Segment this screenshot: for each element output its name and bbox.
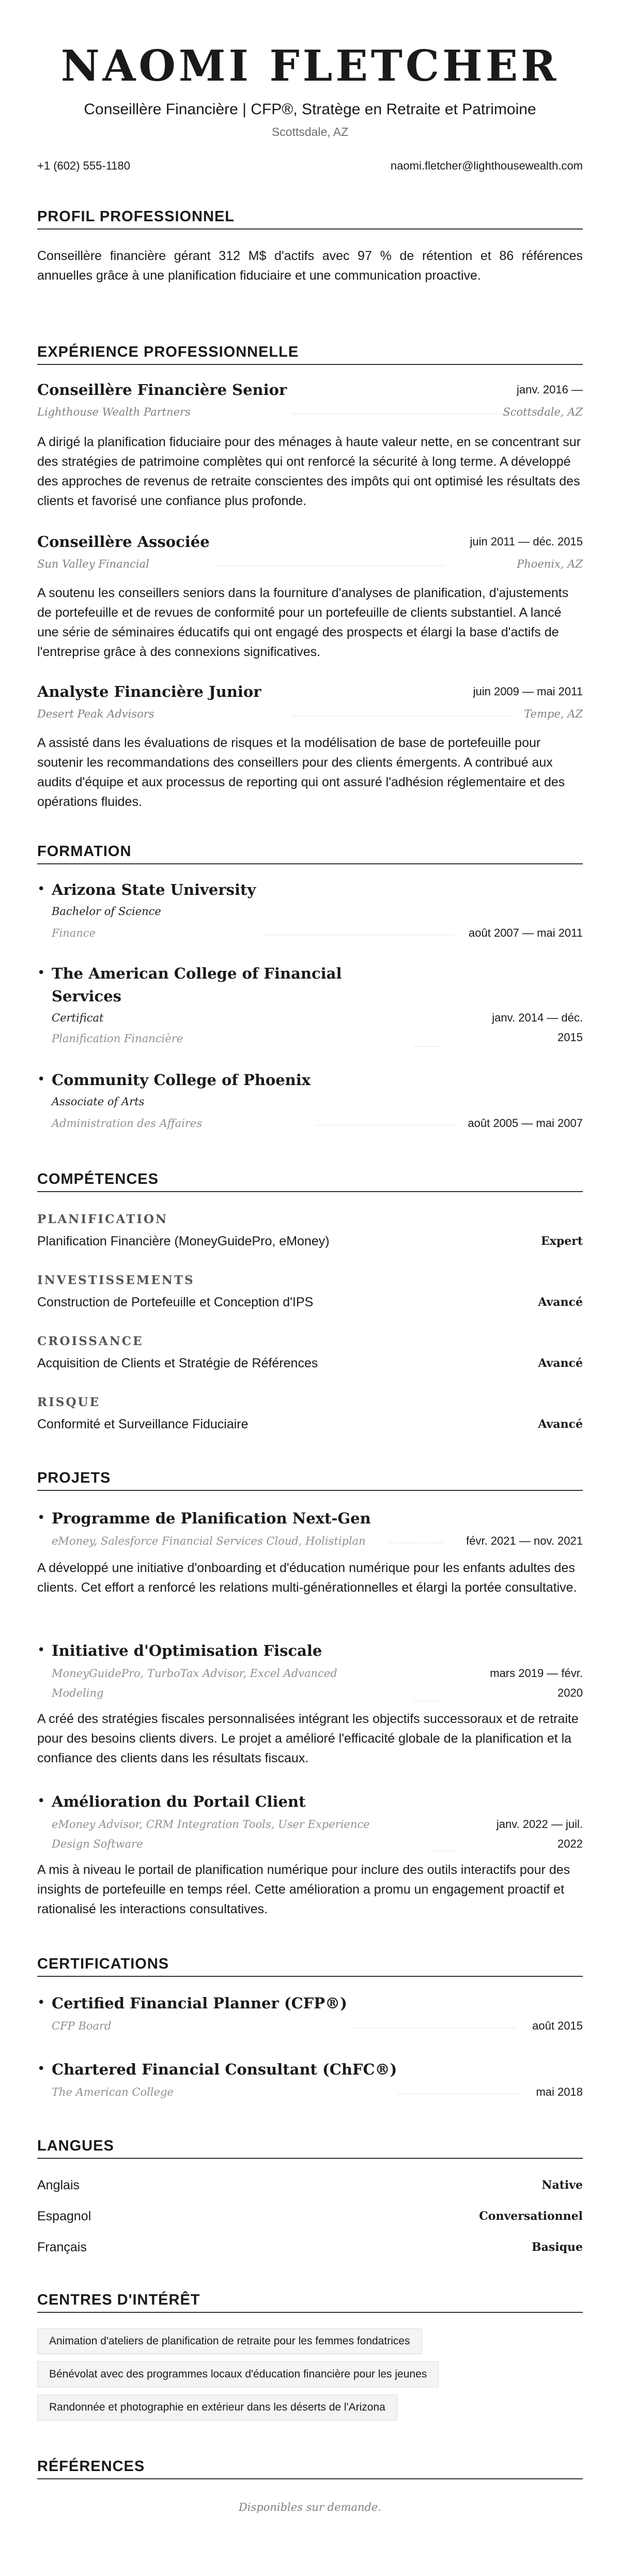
education-date: août 2007 — mai 2011	[469, 926, 583, 939]
skill-name: Conformité et Surveillance Fiduciaire	[37, 1417, 249, 1431]
skill-level: Avancé	[538, 1295, 583, 1309]
interest-tag: Randonnée et photographie en extérieur dans les déserts de l'Arizona	[37, 2395, 397, 2420]
bullet: •	[37, 1510, 45, 1526]
section-title-education: FORMATION	[37, 843, 583, 864]
skill-level: Expert	[540, 1234, 583, 1248]
project-tools: eMoney, Salesforce Financial Services Cloud, Holistiplan	[52, 1535, 366, 1547]
skill-category: PLANIFICATION	[37, 1212, 168, 1226]
job-company: Lighthouse Wealth Partners	[37, 406, 191, 418]
project-tools-line2: Design Software	[52, 1838, 143, 1850]
references-note: Disponibles sur demande.	[238, 2501, 382, 2513]
project-date-line2: 2022	[557, 1837, 583, 1850]
skill-name: Planification Financière (MoneyGuidePro, eMoney)	[37, 1234, 330, 1248]
school-name: Community College of Phoenix	[52, 1071, 311, 1089]
dotted-leader	[414, 1046, 440, 1047]
degree: Bachelor of Science	[52, 905, 161, 918]
project-date: févr. 2021 — nov. 2021	[466, 1534, 583, 1547]
job-location: Phoenix, AZ	[517, 558, 583, 570]
bullet: •	[37, 2061, 45, 2077]
section-title-profile: PROFIL PROFESSIONNEL	[37, 208, 583, 230]
interest-tag: Animation d'ateliers de planification de retraite pour les femmes fondatrices	[37, 2328, 422, 2354]
project-title: Amélioration du Portail Client	[52, 1793, 306, 1810]
project-tools-line2: Modeling	[52, 1687, 104, 1699]
job-description: A dirigé la planification fiduciaire pour des ménages à haute valeur nette, en se concentrant sur des stratégies de patrimoine complètes qui ont renforcé la sécurité à long terme. A développé des approches de revenus de retraite conscientes des impôts qui ont optimisé les résultats des clients et favorisé une confiance plus profonde.	[37, 435, 581, 508]
job-date: janv. 2016 —	[516, 383, 583, 396]
degree: Certificat	[52, 1012, 104, 1024]
dotted-leader	[292, 715, 514, 716]
language-level: Conversationnel	[479, 2209, 583, 2223]
bullet: •	[37, 1072, 45, 1087]
project-title: Initiative d'Optimisation Fiscale	[52, 1642, 322, 1659]
section-title-interests: CENTRES D'INTÉRÊT	[37, 2291, 583, 2313]
section-title-certifications: CERTIFICATIONS	[37, 1955, 583, 1977]
skill-name: Construction de Portefeuille et Conception d'IPS	[37, 1295, 314, 1309]
job-company: Sun Valley Financial	[37, 558, 149, 570]
project-tools-line1: MoneyGuidePro, TurboTax Advisor, Excel Advanced	[52, 1667, 337, 1680]
job-location: Tempe, AZ	[524, 708, 583, 720]
skill-category: CROISSANCE	[37, 1334, 144, 1348]
language-level: Basique	[532, 2240, 583, 2254]
project-date-line1: mars 2019 — févr.	[490, 1667, 583, 1680]
education-date-line1: janv. 2014 — déc.	[492, 1011, 583, 1024]
job-date: juin 2011 — déc. 2015	[470, 535, 583, 548]
project-tools-line1: eMoney Advisor, CRM Integration Tools, User Experience	[52, 1818, 370, 1831]
field-of-study: Finance	[52, 927, 96, 939]
candidate-name: NAOMI FLETCHER	[60, 41, 560, 91]
section-title-projects: PROJETS	[37, 1469, 583, 1491]
project-date-line1: janv. 2022 — juil.	[496, 1818, 583, 1831]
phone-number[interactable]: +1 (602) 555-1180	[37, 159, 131, 172]
tagline: Conseillère Financière | CFP®, Stratège en Retraite et Patrimoine	[84, 101, 536, 118]
project-description: A mis à niveau le portail de planification numérique pour inclure des outils interactifs pour des insights de portefeuille en temps réel. Cette amélioration a promu un engagement proactif et rationalisé les interactions consultatives.	[37, 1863, 570, 1916]
job-title: Analyste Financière Junior	[37, 683, 261, 700]
bullet: •	[37, 881, 45, 897]
project-description: A développé une initiative d'onboarding et d'éducation numérique pour les enfants adultes des clients. Cet effort a renforcé les relations multi-générationnelles et élargi la portée consultative.	[37, 1561, 577, 1595]
education-date: août 2005 — mai 2007	[468, 1117, 583, 1130]
language-name: Espagnol	[37, 2209, 91, 2223]
certification-name: Certified Financial Planner (CFP®)	[52, 1994, 347, 2012]
school-name-line2: Services	[52, 987, 121, 1005]
section-title-languages: LANGUES	[37, 2137, 583, 2159]
degree: Associate of Arts	[52, 1095, 145, 1108]
field-of-study: Administration des Affaires	[52, 1117, 203, 1130]
section-title-skills: COMPÉTENCES	[37, 1170, 583, 1192]
language-level: Native	[541, 2178, 583, 2192]
bullet: •	[37, 1642, 45, 1658]
job-location: Scottsdale, AZ	[503, 406, 583, 418]
skill-name: Acquisition de Clients et Stratégie de Références	[37, 1356, 318, 1370]
job-description: A assisté dans les évaluations de risques et la modélisation de base de portefeuille pour soutenir les recommandations des conseillers pour des clients émergents. A contribué aux audits d'équipe et aux processus de reporting qui ont assuré l'adhésion réglementaire et des opérations fluides.	[37, 736, 565, 809]
section-title-experience: EXPÉRIENCE PROFESSIONNELLE	[37, 343, 583, 365]
bullet: •	[37, 965, 45, 981]
location: Scottsdale, AZ	[271, 125, 349, 139]
email-link[interactable]: naomi.fletcher@lighthousewealth.com	[390, 159, 583, 172]
project-title: Programme de Planification Next-Gen	[52, 1510, 371, 1527]
school-name: Arizona State University	[52, 881, 256, 898]
project-date-line2: 2020	[557, 1686, 583, 1699]
job-title: Conseillère Associée	[37, 533, 210, 551]
profile-text: Conseillère financière gérant 312 M$ d'actifs avec 97 % de rétention et 86 références annuelles grâce à une planification fiduciaire et une communication proactive.	[37, 249, 583, 283]
certification-issuer: The American College	[52, 2086, 174, 2098]
skill-category: INVESTISSEMENTS	[37, 1273, 195, 1287]
skill-level: Avancé	[538, 1356, 583, 1370]
education-date-line2: 2015	[557, 1031, 583, 1044]
school-name-line1: The American College of Financial	[52, 965, 342, 982]
bullet: •	[37, 1995, 45, 2010]
skill-level: Avancé	[538, 1417, 583, 1431]
bullet: •	[37, 1793, 45, 1809]
job-company: Desert Peak Advisors	[37, 708, 154, 720]
certification-date: août 2015	[532, 2019, 583, 2032]
language-name: Français	[37, 2240, 87, 2254]
certification-name: Chartered Financial Consultant (ChFC®)	[52, 2061, 397, 2078]
certification-issuer: CFP Board	[52, 2020, 112, 2032]
interest-tag: Bénévolat avec des programmes locaux d'éducation financière pour les jeunes	[37, 2361, 439, 2387]
project-description: A créé des stratégies fiscales personnalisées intégrant les objectifs successoraux et de retraite pour des besoins clients divers. Le projet a amélioré l'efficacité globale de la planification et la confiance des clients dans les résultats fiscaux.	[37, 1712, 579, 1765]
skill-category: RISQUE	[37, 1395, 101, 1409]
field-of-study: Planification Financière	[52, 1032, 183, 1045]
certification-date: mai 2018	[536, 2085, 583, 2098]
section-title-references: RÉFÉRENCES	[37, 2458, 583, 2479]
job-title: Conseillère Financière Senior	[37, 381, 287, 399]
language-name: Anglais	[37, 2178, 80, 2192]
job-description: A soutenu les conseillers seniors dans la fourniture d'analyses de planification, d'ajustements de portefeuille et de revues de conformité pour un portefeuille de clients substantiel. A lancé une série de séminaires éducatifs qui ont engagé des prospects et élargi la base d'actifs de l'entreprise grâce à des connexions significatives.	[37, 586, 569, 659]
job-date: juin 2009 — mai 2011	[473, 685, 583, 698]
